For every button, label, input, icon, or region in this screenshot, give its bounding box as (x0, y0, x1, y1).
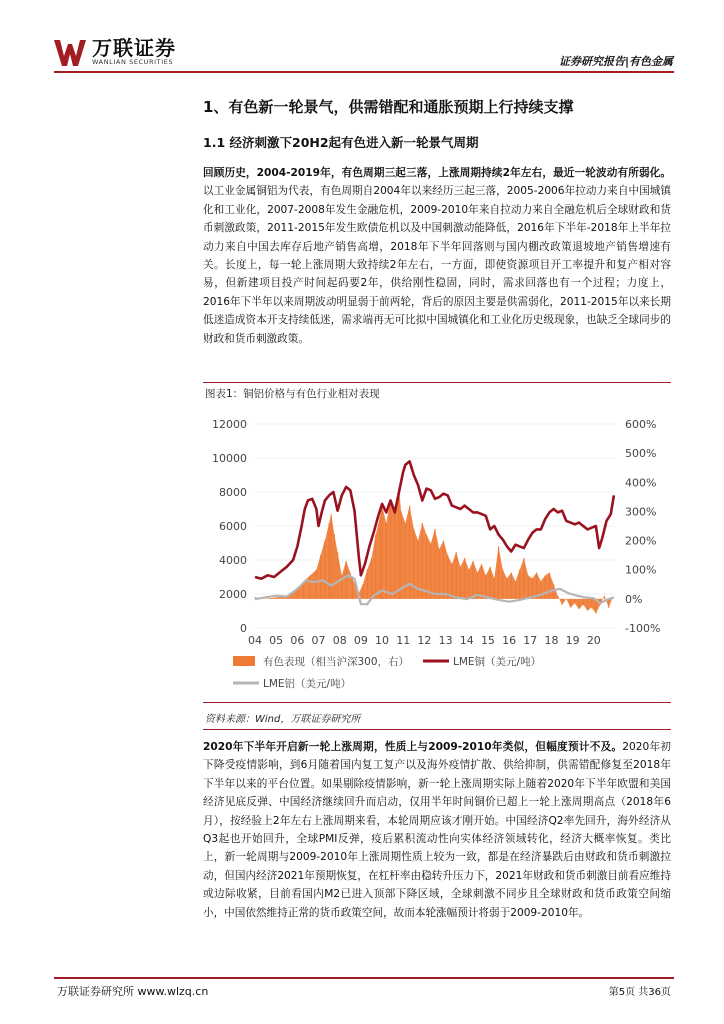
right-tick-label: -100% (625, 622, 661, 635)
right-tick-label: 500% (625, 447, 657, 461)
figure-bottom-rule (203, 702, 671, 703)
right-tick-label: 0% (625, 592, 643, 606)
figure-title: 图表1：铜铝价格与有色行业相对表现 (205, 388, 380, 400)
x-tick-label: 06 (290, 634, 305, 647)
left-tick-label: 10000 (212, 452, 247, 465)
header-divider (54, 71, 674, 73)
x-tick-label: 11 (396, 634, 411, 647)
x-tick-label: 07 (311, 634, 326, 647)
legend-label: LME铜（美元/吨） (453, 656, 542, 668)
x-tick-label: 17 (523, 634, 538, 647)
legend-swatch-area (233, 656, 255, 666)
x-tick-label: 14 (459, 634, 474, 647)
legend-label: 有色表现（相当沪深300，右） (263, 656, 410, 668)
paragraph-lead: 回顾历史，2004-2019年，有色周期三起三落，上涨周期持续2年左右，最近一轮波动有所弱化。 (203, 167, 671, 179)
footer-divider (54, 977, 674, 979)
right-axis (625, 418, 660, 635)
x-tick-label: 05 (269, 634, 284, 647)
report-type: 证券研究报告|有色金属 (558, 55, 673, 68)
left-tick-label: 6000 (219, 520, 247, 533)
left-tick-label: 12000 (212, 418, 247, 431)
x-tick-label: 19 (565, 634, 580, 647)
figure-top-rule (203, 382, 671, 383)
right-tick-label: 600% (625, 418, 657, 431)
x-tick-label: 20 (586, 634, 601, 647)
copper-aluminum-chart (203, 402, 671, 700)
x-tick-label: 15 (480, 634, 495, 647)
subsection-heading: 1.1 经济刺激下20H2起有色进入新一轮景气周期 (203, 135, 479, 150)
wanlian-logo-icon (54, 40, 86, 66)
x-tick-label: 12 (417, 634, 432, 647)
source-rule (203, 729, 671, 730)
logo-text-cn: 万联证券 (92, 36, 176, 60)
right-tick-label: 200% (625, 534, 657, 548)
figure-source: 资料来源：Wind，万联证券研究所 (205, 714, 361, 725)
paragraph-body: 2020年初下降受疫情影响，到6月随着国内复工复产以及海外疫情扩散、供给抑制，供需错配修复至2018年下半年以来的平台位置。如果剔除疫情影响，新一轮上涨周期实际上随着2020年下半年欧盟和美国经济见底反弹、中国经济继续回升而启动，仅用半年时间铜价已超上一轮上涨周期高点（2018年6月），按经验上2年左右上涨周期来看，本轮周期应该才刚开始。中国经济Q2率先回升，海外经济从Q3起也开始回升，全球PMI反弹，疫后累积流动性向实体经济领域转化，经济大概率恢复。类比上，新一轮周期与2009-2010年上涨周期性质上较为一致，都是在经济暴跌后由财政和货币刺激拉动，但国内经济2021年预期恢复，在杠杆率由稳转升压力下，2021年财政和货币刺激目前看应维持或边际收紧，目前看国内M2已进入顶部下降区域，全球刺激不同步且全球财政和货币政策空间缩小，中国依然维持正常的货币政策空间，故而本轮涨幅预计将弱于2009-2010年。 (203, 741, 671, 919)
right-tick-label: 400% (625, 476, 657, 490)
x-axis (248, 634, 601, 647)
footer-website: 万联证券研究所 www.wlzq.cn (57, 985, 209, 998)
section-heading: 1、有色新一轮景气，供需错配和通胀预期上行持续支撑 (203, 98, 574, 116)
x-tick-label: 16 (502, 634, 517, 647)
x-tick-label: 10 (375, 634, 390, 647)
left-axis (212, 418, 247, 635)
x-tick-label: 09 (353, 634, 368, 647)
x-tick-label: 13 (438, 634, 453, 647)
right-tick-label: 300% (625, 505, 657, 519)
legend-label: LME铝（美元/吨） (263, 678, 352, 690)
paragraph-history (203, 164, 671, 348)
left-tick-label: 8000 (219, 486, 247, 499)
chart-legend (233, 655, 541, 690)
x-tick-label: 08 (332, 634, 347, 647)
x-tick-label: 04 (248, 634, 262, 647)
company-logo (54, 38, 176, 67)
paragraph-new-cycle (203, 738, 671, 922)
right-tick-label: 100% (625, 563, 657, 577)
left-tick-label: 0 (240, 622, 247, 635)
x-tick-label: 18 (544, 634, 559, 647)
logo-text-en: WANLIAN SECURITIES (92, 58, 174, 66)
page-number: 第5页 共36页 (608, 987, 671, 998)
left-tick-label: 4000 (219, 554, 247, 567)
left-tick-label: 2000 (219, 588, 247, 601)
paragraph-lead: 2020年下半年开启新一轮上涨周期，性质上与2009-2010年类似，但幅度预计不及。 (203, 741, 623, 753)
paragraph-body: 以工业金属铜铝为代表，有色周期自2004年以来经历三起三落，2005-2006年拉动力来自中国城镇化和工业化，2007-2008年发生金融危机，2009-2010年来自拉动力来自全融危机后全球财政和货币刺激政策，2011-2015年发生欧债危机以及中国刺激动能降低，2016年下半年-2018年上半年拉动力来自中国去库存后地产销售高增，2018年下半年回落则与国内棚改政策退坡地产销售增速有关。长度上，每一轮上涨周期大致持续2年左右，一方面，即使资源项目开工率提升和复产相对容易，但新建项目投产时间起码要2年，供给刚性稳固，同时，需求回落也有一个过程；力度上，2016年下半年以来周期波动明显弱于前两轮，背后的原因主要是供需弱化，2011-2015年以来长期低迷造成资本开支持续低迷，需求端再无可比拟中国城镇化和工业化历史级现象，也缺乏全球同步的财政和货币刺激政策。 (203, 185, 671, 345)
